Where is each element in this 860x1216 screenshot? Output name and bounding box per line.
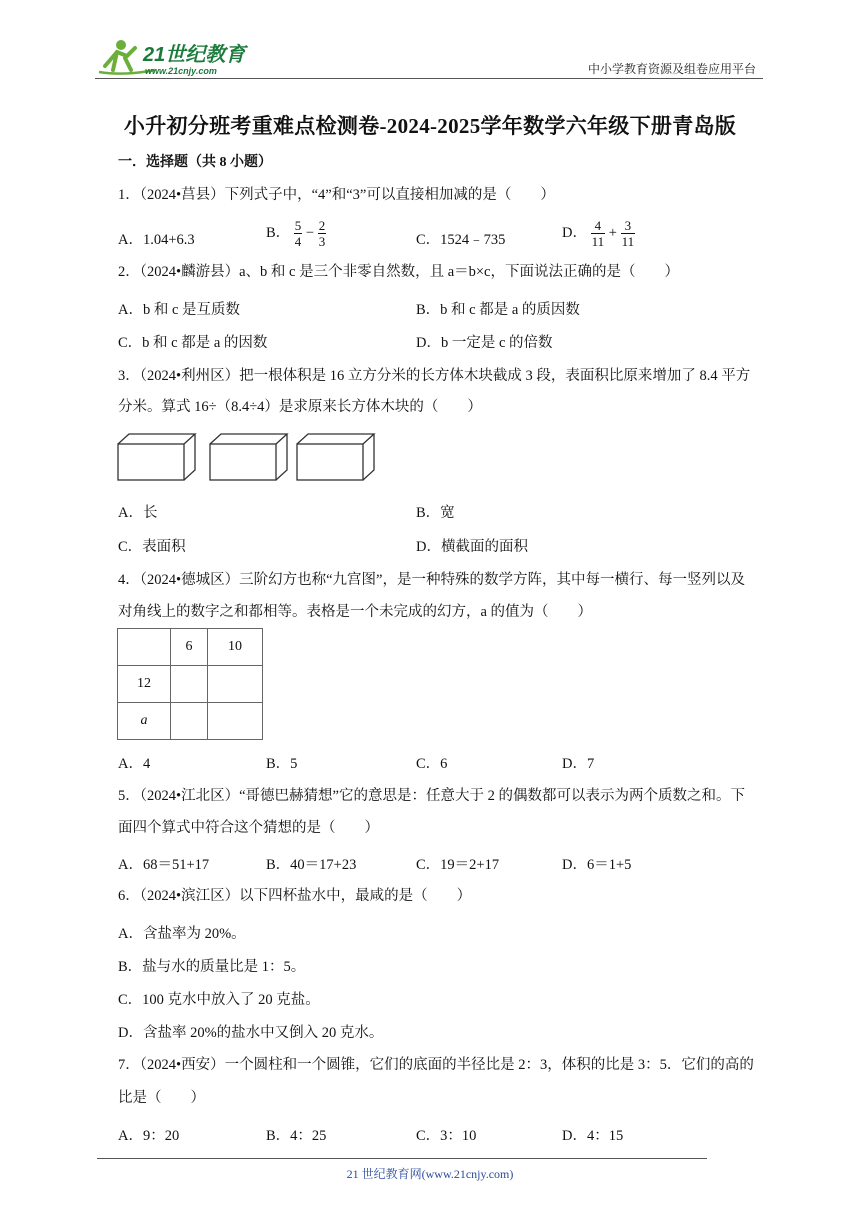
q5-option-a: A．68＝51+17 (118, 857, 210, 873)
q7-option-b: B．4：25 (266, 1128, 327, 1144)
table-cell (171, 703, 208, 740)
question-3-stem-line2: 分米。算式 16÷（8.4÷4）是求原来长方体木块的（ ） (118, 399, 482, 415)
question-6-stem: 6．（2024•滨江区）以下四杯盐水中，最咸的是（ ） (118, 888, 472, 904)
table-cell (208, 703, 263, 740)
q1-option-d: D． $\frac{4}{11}$ + $\frac{3}{11}$ (562, 218, 635, 249)
q1-option-c: C．1524﹣735 (416, 232, 506, 248)
table-row (118, 703, 263, 740)
table-row (118, 666, 263, 703)
table-cell (118, 629, 171, 666)
question-5-stem-line2: 面四个算式中符合这个猜想的是（ ） (118, 820, 379, 836)
question-5-stem-line1: 5．（2024•江北区）“哥德巴赫猜想”它的意思是：任意大于 2 的偶数都可以表示为两个质数之和。下 (118, 788, 745, 804)
cuboid-pieces-figure (117, 432, 379, 489)
svg-text:21世纪教育: 21世纪教育 (143, 44, 246, 66)
q6-option-b: B．盐与水的质量比是 1：5。 (118, 959, 306, 975)
q3-option-c: C．表面积 (118, 539, 186, 555)
table-cell (171, 666, 208, 703)
question-4-stem-line1: 4．（2024•德城区）三阶幻方也称“九宫图”，是一种特殊的数学方阵，其中每一横行、每一竖列以及 (118, 572, 745, 588)
q5-option-b: B．40＝17+23 (266, 857, 357, 873)
q4-option-b: B．5 (266, 756, 298, 772)
q3-option-b: B．宽 (416, 505, 455, 521)
question-3-stem-line1: 3．（2024•利州区）把一根体积是 16 立方分米的长方体木块截成 3 段，表面积比原来增加了 8.4 平方 (118, 368, 751, 384)
magic-square-table (117, 628, 263, 740)
svg-text:www.21cnjy.com: www.21cnjy.com (145, 66, 217, 76)
cuboid-piece-3 (297, 434, 374, 480)
cuboid-piece-1 (118, 434, 195, 480)
q6-option-a: A．含盐率为 20%。 (118, 926, 246, 942)
q6-option-d: D．含盐率 20%的盐水中又倒入 20 克水。 (118, 1025, 384, 1041)
header-divider (95, 78, 763, 79)
q2-option-a: A．b 和 c 是互质数 (118, 302, 241, 318)
question-7-stem-line2: 比是（ ） (118, 1090, 205, 1106)
table-cell: a (118, 703, 171, 740)
q4-option-a: A．4 (118, 756, 151, 772)
question-7-stem-line1: 7．（2024•西安）一个圆柱和一个圆锥，它们的底面的半径比是 2：3，体积的比是 3：5．它们的高的 (118, 1057, 754, 1073)
q7-option-c: C．3：10 (416, 1128, 477, 1144)
footer-link[interactable]: 21 世纪教育网(www.21cnjy.com) (346, 1167, 514, 1181)
table-cell: 12 (118, 666, 171, 703)
q2-option-c: C．b 和 c 都是 a 的因数 (118, 335, 268, 351)
footer-divider (97, 1158, 707, 1159)
logo (95, 36, 260, 80)
q5-option-c: C．19＝2+17 (416, 857, 500, 873)
q2-option-d: D．b 一定是 c 的倍数 (416, 335, 553, 351)
page-title: 小升初分班考重难点检测卷-2024-2025学年数学六年级下册青岛版 (123, 114, 737, 138)
q7-option-d: D．4：15 (562, 1128, 624, 1144)
q3-option-d: D．横截面的面积 (416, 539, 528, 555)
q7-option-a: A．9：20 (118, 1128, 180, 1144)
question-2-stem: 2．（2024•麟游县）a、b 和 c 是三个非零自然数，且 a＝b×c，下面说法正确的是（ ） (118, 264, 679, 280)
q1-option-a: A．1.04+6.3 (118, 232, 195, 248)
q2-option-b: B．b 和 c 都是 a 的质因数 (416, 302, 580, 318)
q4-option-c: C．6 (416, 756, 448, 772)
q3-option-a: A．长 (118, 505, 158, 521)
table-row (118, 629, 263, 666)
table-cell (208, 666, 263, 703)
cuboid-piece-2 (210, 434, 287, 480)
question-1-stem: 1．（2024•莒县）下列式子中，“4”和“3”可以直接相加减的是（ ） (118, 187, 555, 203)
q1-option-b: B． $\frac{5}{4}$ − $\frac{2}{3}$ (266, 218, 326, 249)
logo-icon (95, 36, 260, 80)
section-heading: 一．选择题（共 8 小题） (118, 155, 272, 170)
q4-option-d: D．7 (562, 756, 595, 772)
q5-option-d: D．6＝1+5 (562, 857, 632, 873)
header-platform-text: 中小学教育资源及组卷应用平台 (587, 62, 756, 76)
q6-option-c: C．100 克水中放入了 20 克盐。 (118, 992, 320, 1008)
table-cell: 10 (208, 629, 263, 666)
table-cell: 6 (171, 629, 208, 666)
question-4-stem-line2: 对角线上的数字之和都相等。表格是一个未完成的幻方，a 的值为（ ） (118, 604, 593, 620)
